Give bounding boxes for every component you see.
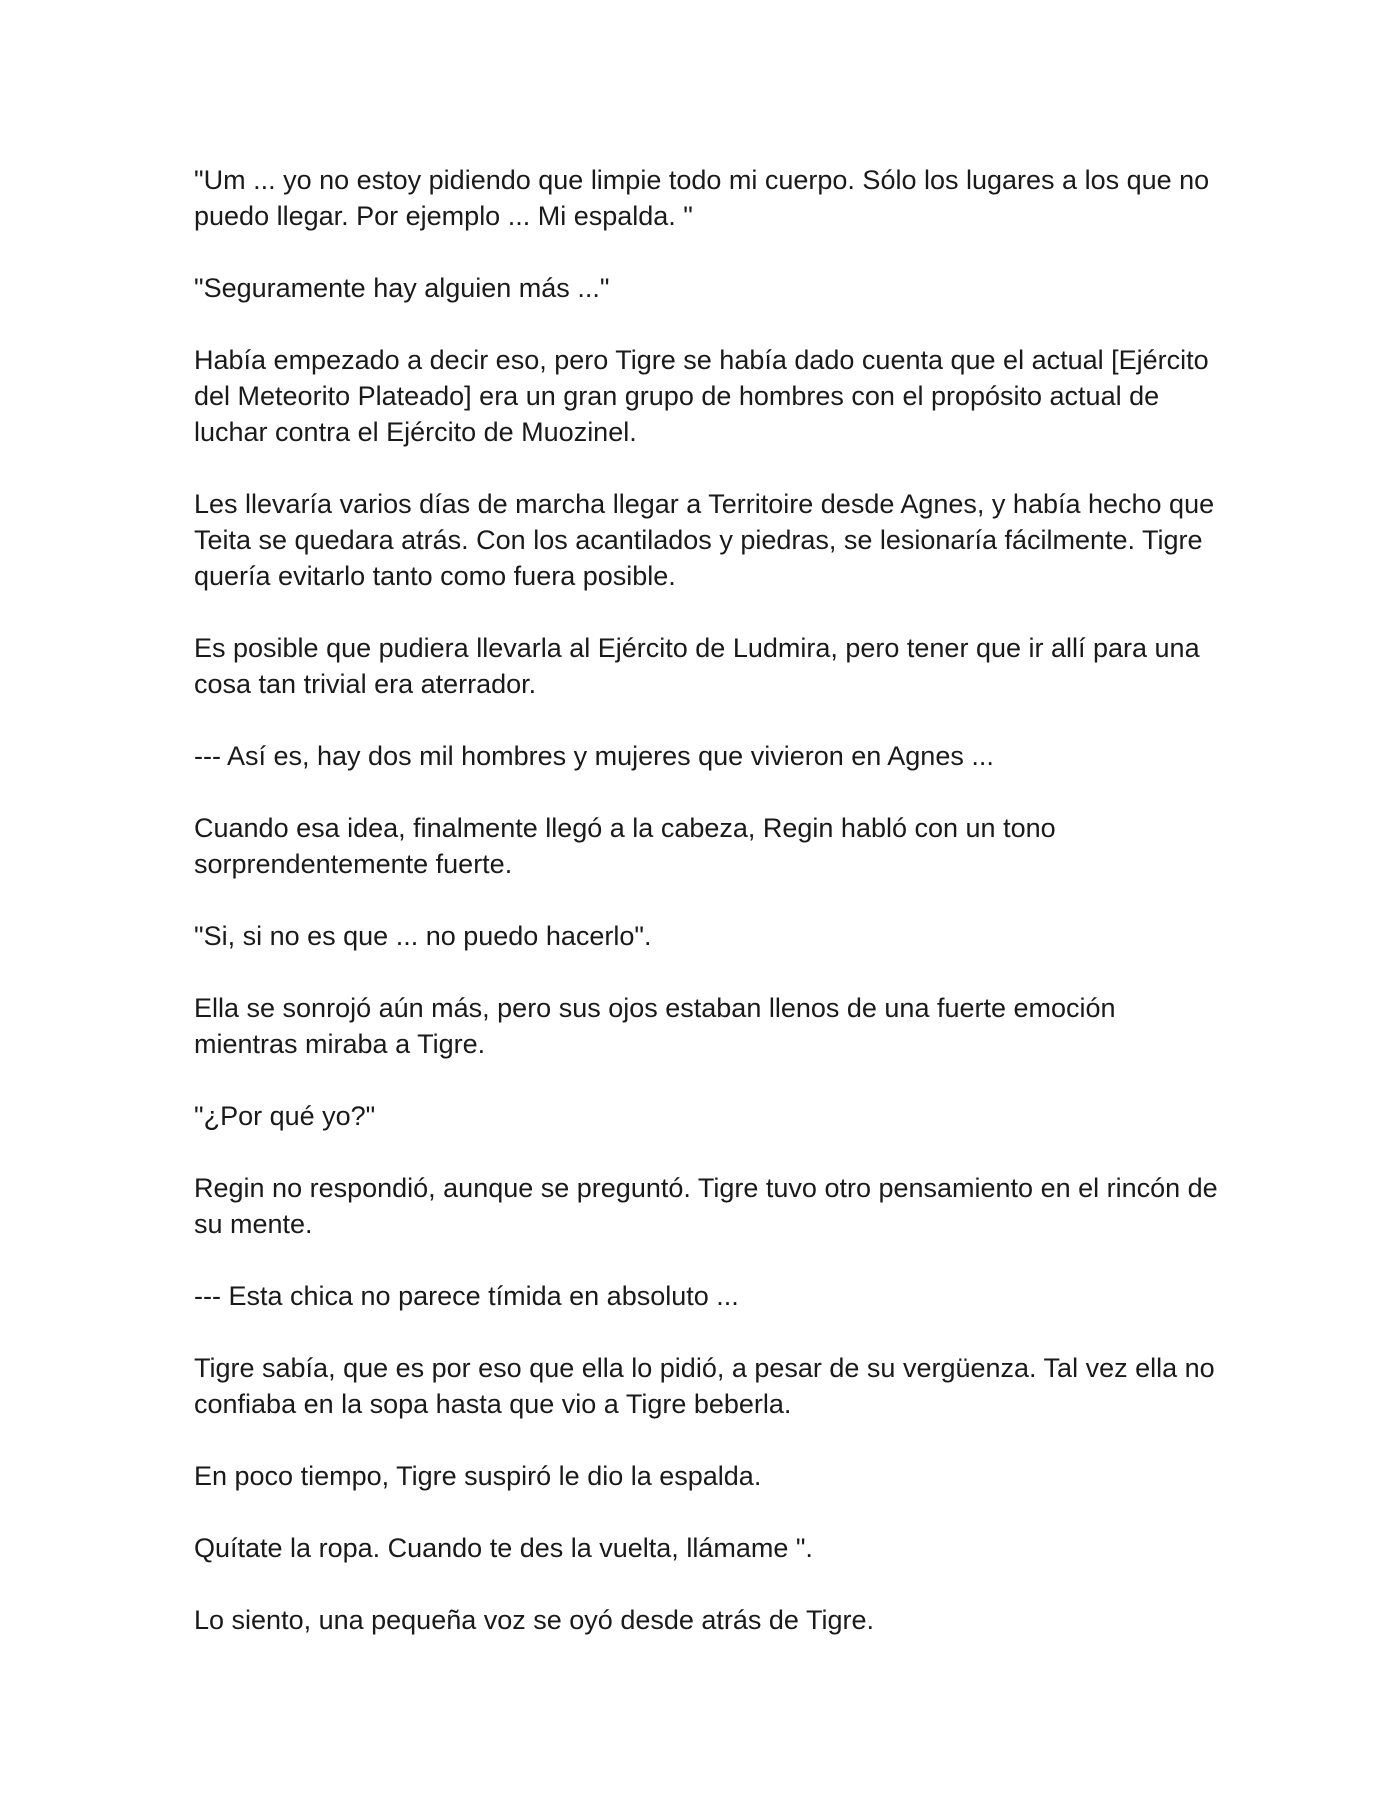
paragraph: Ella se sonrojó aún más, pero sus ojos estaban llenos de una fuerte emoción mientras miraba a Tigre. xyxy=(194,993,1116,1059)
paragraph: Quítate la ropa. Cuando te des la vuelta, llámame ". xyxy=(194,1533,813,1563)
paragraph: "Um ... yo no estoy pidiendo que limpie todo mi cuerpo. Sólo los lugares a los que no puedo llegar. Por ejemplo ... Mi espalda. " xyxy=(194,165,1210,231)
paragraph: Les llevaría varios días de marcha llegar a Territoire desde Agnes, y había hecho que Teita se quedara atrás. Con los acantilados y piedras, se lesionaría fácilmente. Tigre quería evitarlo tanto como fuera posible. xyxy=(194,489,1215,591)
paragraph: Cuando esa idea, finalmente llegó a la cabeza, Regin habló con un tono sorprendentemente fuerte. xyxy=(194,813,1056,879)
paragraph: Lo siento, una pequeña voz se oyó desde atrás de Tigre. xyxy=(194,1605,874,1635)
paragraph: --- Esta chica no parece tímida en absoluto ... xyxy=(194,1281,739,1311)
paragraph: --- Así es, hay dos mil hombres y mujeres que vivieron en Agnes ... xyxy=(194,741,994,771)
paragraph: En poco tiempo, Tigre suspiró le dio la espalda. xyxy=(194,1461,762,1491)
paragraph: "Si, si no es que ... no puedo hacerlo". xyxy=(194,921,652,951)
document-body xyxy=(194,162,1220,1638)
paragraph: "Seguramente hay alguien más ..." xyxy=(194,273,610,303)
paragraph: "¿Por qué yo?" xyxy=(194,1101,376,1131)
paragraph: Regin no respondió, aunque se preguntó. Tigre tuvo otro pensamiento en el rincón de su mente. xyxy=(194,1173,1218,1239)
paragraph: Había empezado a decir eso, pero Tigre se había dado cuenta que el actual [Ejército del Meteorito Plateado] era un gran grupo de hombres con el propósito actual de luchar contra el Ejército de Muozinel. xyxy=(194,345,1209,447)
paragraph: Es posible que pudiera llevarla al Ejército de Ludmira, pero tener que ir allí para una cosa tan trivial era aterrador. xyxy=(194,633,1200,699)
paragraph: Tigre sabía, que es por eso que ella lo pidió, a pesar de su vergüenza. Tal vez ella no confiaba en la sopa hasta que vio a Tigre beberla. xyxy=(194,1353,1215,1419)
